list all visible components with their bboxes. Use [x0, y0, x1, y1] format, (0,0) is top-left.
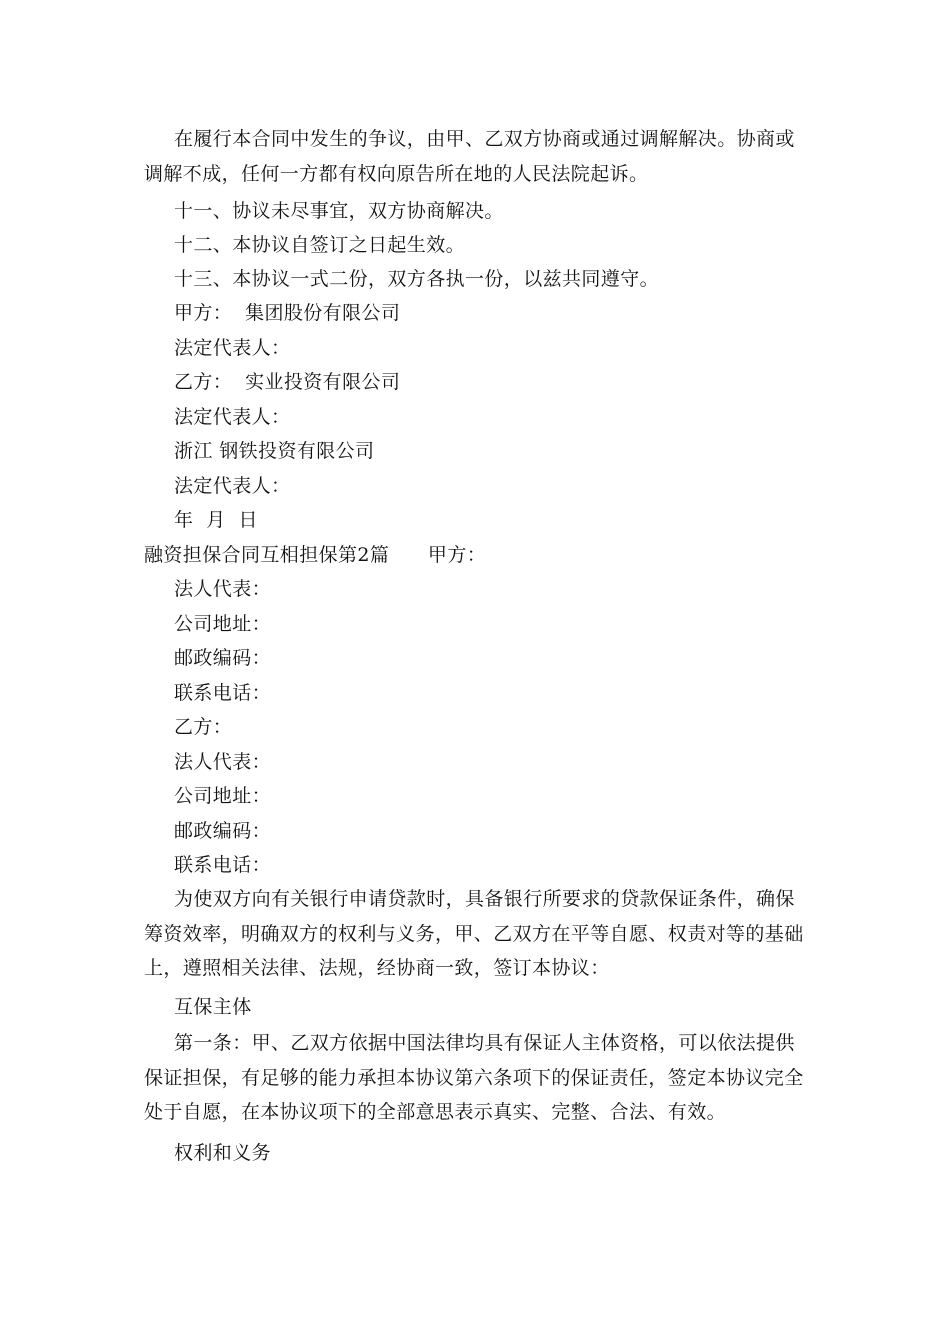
- heading-mutual-guarantee-subject: 互保主体: [174, 996, 252, 1018]
- paragraph-purpose: 为使双方向有关银行申请贷款时，具备银行所要求的贷款保证条件，确保筹资效率，明确双方的权利与义务，甲、乙双方在平等自愿、权责对等的基础上，遵照相关法律、法规，经协商一致，签订本协议：: [144, 888, 804, 979]
- party-a-phone: 联系电话：: [174, 682, 272, 704]
- clause-eleven: 十一、协议未尽事宜，双方协商解决。: [174, 200, 504, 222]
- party-a-postcode: 邮政编码：: [174, 647, 272, 669]
- paragraph-dispute-resolution: 在履行本合同中发生的争议，由甲、乙双方协商或通过调解解决。协商或调解不成，任何一方都有权向原告所在地的人民法院起诉。: [144, 128, 795, 185]
- clause-thirteen: 十三、本协议一式二份，双方各执一份，以兹共同遵守。: [174, 268, 660, 290]
- legal-representative-line-1: 法定代表人：: [174, 337, 291, 359]
- party-a-legal-person: 法人代表：: [174, 578, 272, 600]
- party-a-address: 公司地址：: [174, 613, 272, 635]
- legal-representative-line-2: 法定代表人：: [174, 406, 291, 428]
- party-b-legal-person: 法人代表：: [174, 751, 272, 773]
- clause-twelve: 十二、本协议自签订之日起生效。: [174, 234, 466, 256]
- party-a-line: 甲方： 集团股份有限公司: [174, 302, 401, 324]
- party-b-postcode: 邮政编码：: [174, 820, 272, 842]
- party-b-phone: 联系电话：: [174, 854, 272, 876]
- article-one: 第一条：甲、乙双方依据中国法律均具有保证人主体资格，可以依法提供保证担保，有足够的能力承担本协议第六条项下的保证责任，签定本协议完全处于自愿，在本协议项下的全部意思表示真实、完整、合法、有效。: [144, 1032, 804, 1123]
- party-c-line: 浙江 钢铁投资有限公司: [174, 440, 375, 462]
- section-title: 融资担保合同互相担保第2篇 甲方：: [144, 544, 487, 566]
- signing-date-line: 年 月 日: [174, 509, 258, 531]
- party-b-line: 乙方： 实业投资有限公司: [174, 371, 401, 393]
- party-b-address: 公司地址：: [174, 785, 272, 807]
- party-b-heading: 乙方：: [174, 716, 233, 738]
- heading-rights-obligations: 权利和义务: [174, 1142, 272, 1164]
- legal-representative-line-3: 法定代表人：: [174, 475, 291, 497]
